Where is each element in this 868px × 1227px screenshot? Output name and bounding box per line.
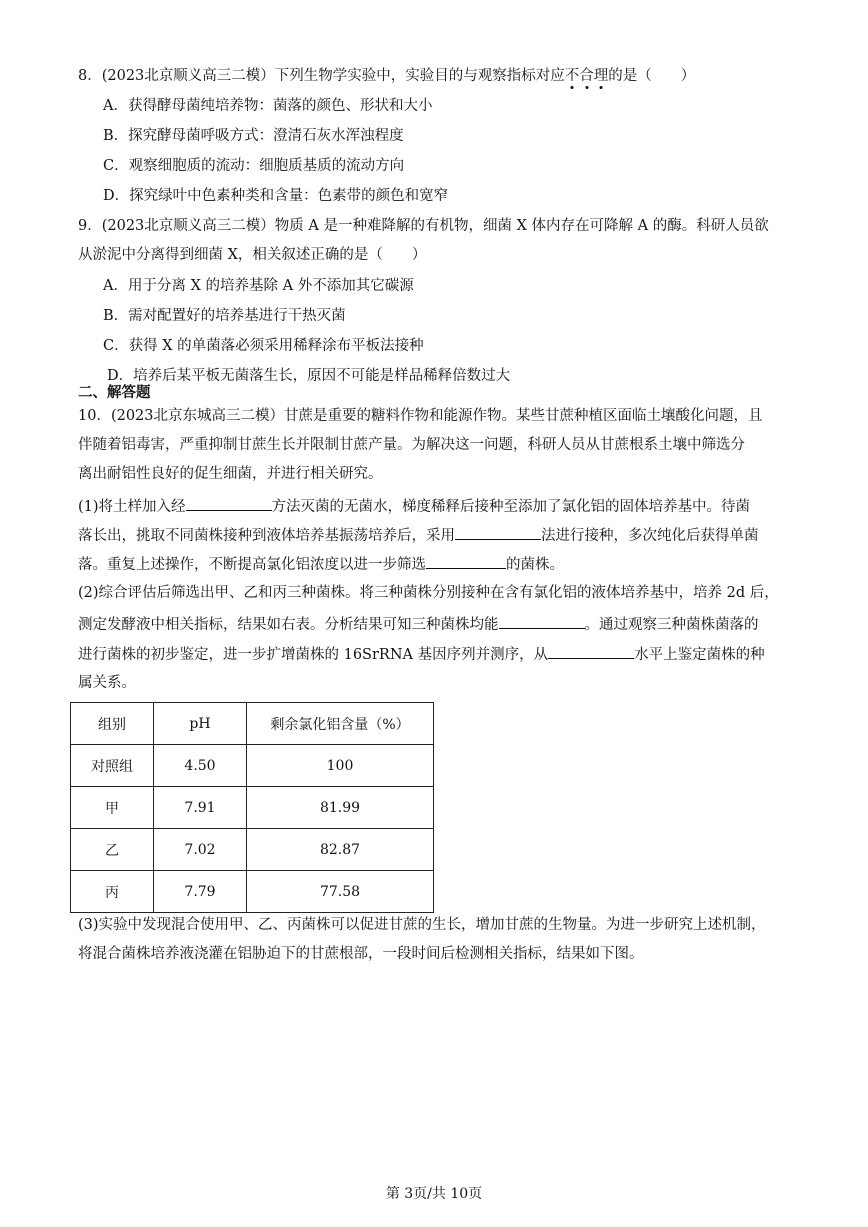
answer-blank-5[interactable] [548,642,634,659]
q9-option-a: A．用于分离 X 的培养基除 A 外不添加其它碳源 [103,278,414,294]
q10-intro-line2: 伴随着铝毒害，严重抑制甘蔗生长并限制甘蔗产量。为解决这一问题，科研人员从甘蔗根系土壤中筛选分 [78,437,745,453]
q10-p1-text: (1)将土样加入经 [78,499,186,515]
q10-part1-line3 [78,552,564,575]
q10-part2-line2 [78,612,759,635]
table-row [71,787,434,829]
q9-option-c: C．获得 X 的单菌落必须采用稀释涂布平板法接种 [103,338,424,354]
q8-option-d: D．探究绿叶中色素种类和含量：色素带的颜色和宽窄 [103,188,449,204]
q8-option-c: C．观察细胞质的流动：细胞质基质的流动方向 [103,158,405,174]
q10-p2-text: 水平上鉴定菌株的种 [634,647,765,663]
q8-stem [78,66,695,86]
q10-part3-line2: 将混合菌株培养液浇灌在铝胁迫下的甘蔗根部，一段时间后检测相关指标，结果如下图。 [78,946,644,962]
q10-p2-text: 进行菌株的初步鉴定，进一步扩增菌株的 16SrRNA 基因序列并测序，从 [78,647,549,663]
q10-p2-text: 。通过观察三种菌株菌落的 [584,617,759,633]
q10-intro-line1: 10．(2023北京东城高三二模）甘蔗是重要的糖料作物和能源作物。某些甘蔗种植区面临土壤酸化问题，且 [78,408,763,424]
q8-option-b: B．探究酵母菌呼吸方式：澄清石灰水浑浊程度 [103,128,404,144]
q10-part1-line1 [78,494,750,517]
table-header-row [71,703,434,745]
q9-option-b: B．需对配置好的培养基进行干热灭菌 [103,308,346,324]
q10-p1-text: 的菌株。 [506,557,564,573]
q8-option-a: A．获得酵母菌纯培养物：菌落的颜色、形状和大小 [103,98,433,114]
q10-part3-line1: (3)实验中发现混合使用甲、乙、丙菌株可以促进甘蔗的生长，增加甘蔗的生物量。为进一步研究上述机制， [78,917,766,933]
q9-stem-line2: 从淤泥中分离得到细菌 X，相关叙述正确的是（ ） [78,247,427,263]
table-header-cell: 剩余氯化铝含量（%） [247,703,434,745]
q10-p1-text: 落长出，挑取不同菌株接种到液体培养基振荡培养后，采用 [78,528,455,544]
table-cell: 77.58 [247,871,434,913]
q10-p1-text: 法进行接种，多次纯化后获得单菌 [541,528,759,544]
table-cell: 82.87 [247,829,434,871]
q10-part2-line3 [78,642,765,665]
table-cell: 甲 [71,787,154,829]
table-cell: 乙 [71,829,154,871]
page-number-footer: 第 3页/共 10页 [385,1186,483,1202]
q10-intro-line3: 离出耐铝性良好的促生细菌，并进行相关研究。 [78,466,383,482]
q9-stem-line1: 9．(2023北京顺义高三二模）物质 A 是一种难降解的有机物，细菌 X 体内存在可降解 A 的酶。科研人员欲 [78,218,769,234]
table-cell: 81.99 [247,787,434,829]
q9-option-d: D．培养后某平板无菌落生长，原因不可能是样品稀释倍数过大 [107,368,511,384]
table-cell: 7.02 [154,829,247,871]
answer-blank-1[interactable] [186,494,272,511]
table-cell: 对照组 [71,745,154,787]
table-row [71,871,434,913]
table-row [71,829,434,871]
section-heading: 二、解答题 [78,384,151,401]
table-cell: 7.79 [154,871,247,913]
q10-p2-text: 测定发酵液中相关指标，结果如右表。分析结果可知三种菌株均能 [78,617,499,633]
table-cell: 7.91 [154,787,247,829]
q10-part1-line2 [78,523,759,546]
table-header-cell: 组别 [71,703,154,745]
answer-blank-4[interactable] [499,612,585,629]
q10-part2-line4: 属关系。 [78,675,136,691]
q10-p1-text: 落。重复上述操作，不断提高氯化铝浓度以进一步筛选 [78,557,426,573]
answer-blank-2[interactable] [455,523,541,540]
q10-part2-line1: (2)综合评估后筛选出甲、乙和丙三种菌株。将三种菌株分别接种在含有氯化铝的液体培养基中，培养 2d 后， [78,585,779,601]
answer-blank-3[interactable] [426,552,506,569]
table-cell: 100 [247,745,434,787]
q8-emphasis-3: 理 [593,68,609,84]
q8-emphasis-2: 合 [579,68,594,84]
results-table [70,702,434,913]
table-header-cell: pH [154,703,247,745]
q8-stem-text-a: 8．(2023北京顺义高三二模）下列生物学实验中，实验目的与观察指标对应 [78,68,565,84]
table-row [71,745,434,787]
q10-p1-text: 方法灭菌的无菌水，梯度稀释后接种至添加了氯化铝的固体培养基中。待菌 [271,499,751,515]
q8-stem-text-b: 的是（ ） [608,68,696,84]
q8-emphasis-1: 不 [564,68,580,84]
table-cell: 丙 [71,871,154,913]
table-cell: 4.50 [154,745,247,787]
